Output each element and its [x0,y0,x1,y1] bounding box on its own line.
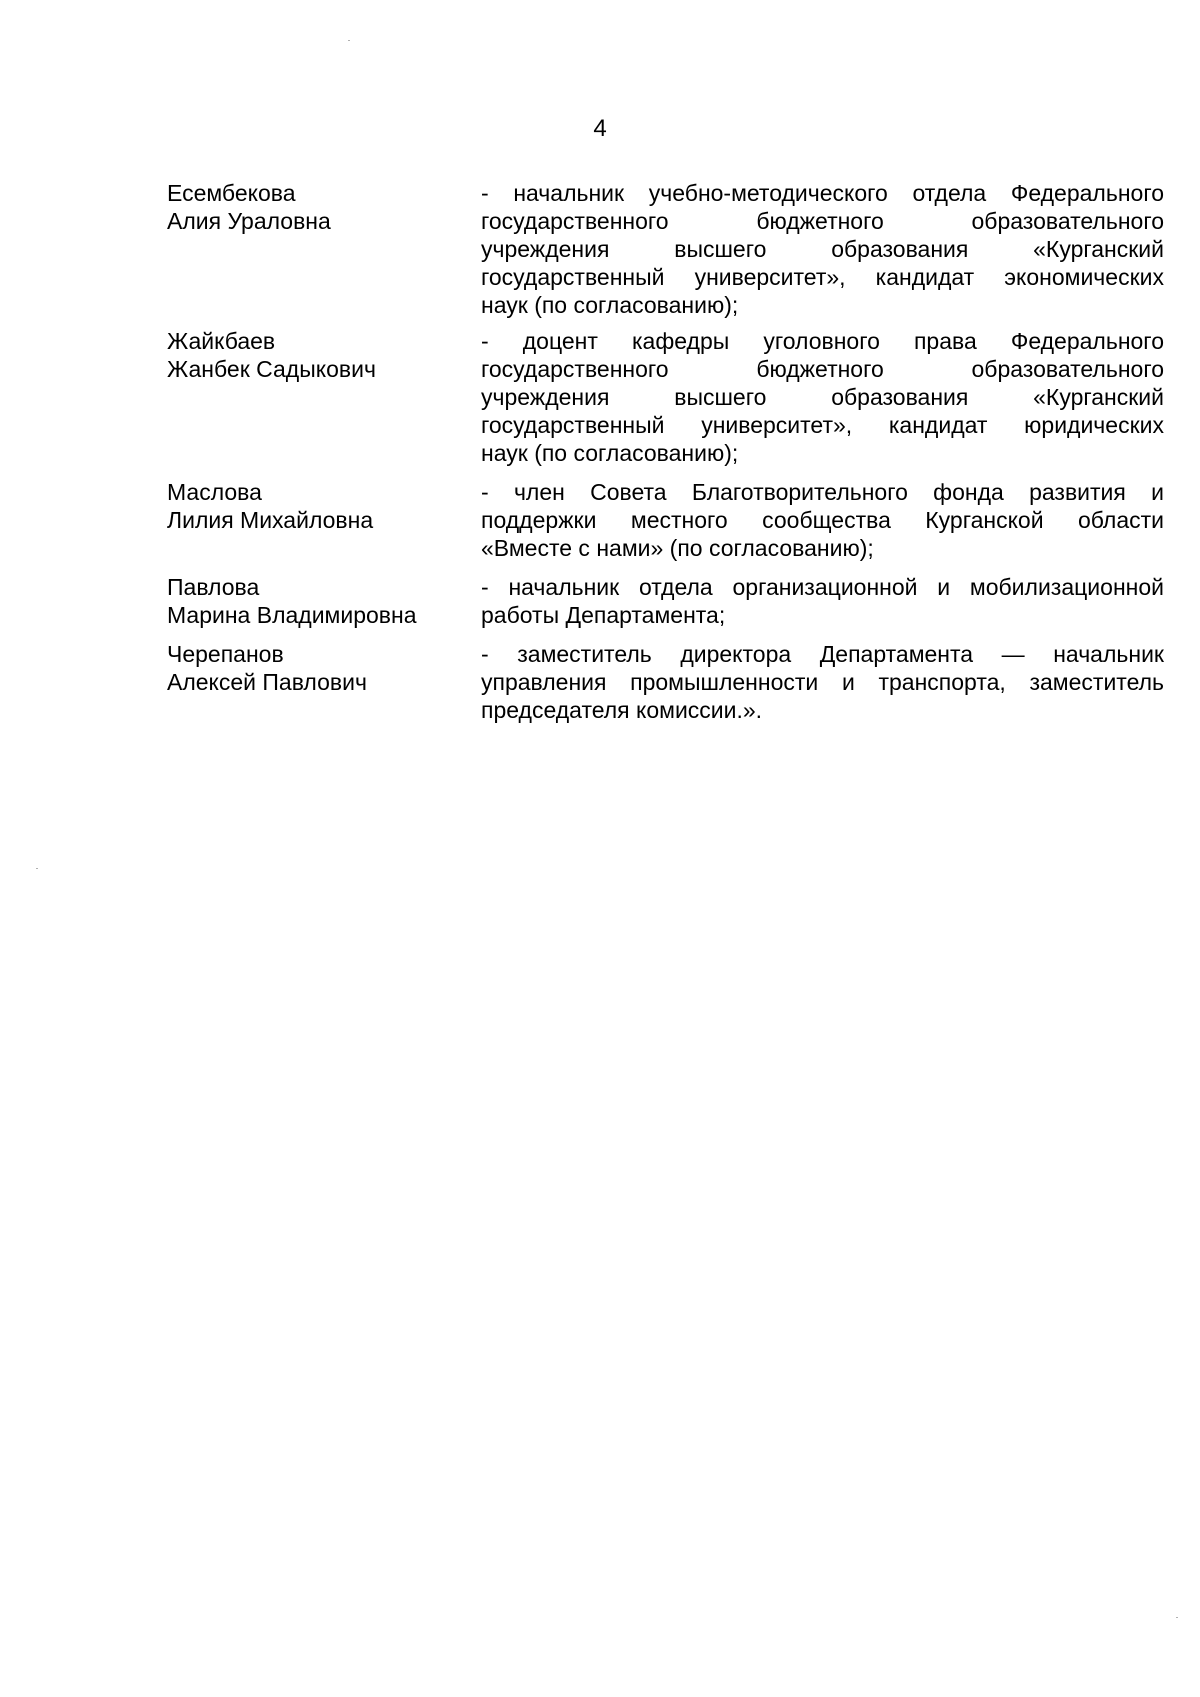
member-role [481,640,1164,724]
role-line: - доцент кафедры уголовного права Федерального [481,328,1164,354]
member-role [481,179,1164,319]
page-number: 4 [593,115,607,142]
member-entry [167,179,1164,319]
member-name [167,327,481,467]
member-list [167,179,1164,734]
role-line: поддержки местного сообщества Курганской области [481,507,1164,533]
scan-speck [348,40,350,41]
role-line: - начальник отдела организационной и мобилизационной [481,574,1164,600]
role-line: работы Департамента; [481,602,726,628]
member-entry [167,640,1164,724]
role-line: - заместитель директора Департамента — начальник [481,641,1164,667]
member-name [167,573,481,629]
member-surname: Маслова [167,479,262,505]
role-line: государственного бюджетного образовательного [481,208,1164,234]
member-surname: Павлова [167,574,260,600]
role-line: государственного бюджетного образовательного [481,356,1164,382]
member-given-names: Алексей Павлович [167,669,367,695]
member-surname: Есембекова [167,180,296,206]
role-line: - член Совета Благотворительного фонда развития и [481,479,1164,505]
role-line: председателя комиссии.». [481,697,763,723]
member-role [481,573,1164,629]
role-line: государственный университет», кандидат экономических [481,264,1164,290]
member-name [167,478,481,562]
member-surname: Жайкбаев [167,328,276,354]
member-name [167,640,481,724]
member-given-names: Алия Ураловна [167,208,331,234]
role-line: учреждения высшего образования «Курганский [481,236,1164,262]
member-entry [167,327,1164,467]
member-given-names: Жанбек Садыкович [167,356,376,382]
role-line: «Вместе с нами» (по согласованию); [481,535,874,561]
role-line: наук (по согласованию); [481,292,739,318]
role-line: управления промышленности и транспорта, заместитель [481,669,1164,695]
member-entry [167,573,1164,629]
role-line: государственный университет», кандидат юридических [481,412,1164,438]
member-name [167,179,481,319]
role-line: - начальник учебно-методического отдела Федерального [481,180,1164,206]
member-surname: Черепанов [167,641,284,667]
role-line: учреждения высшего образования «Курганский [481,384,1164,410]
role-line: наук (по согласованию); [481,440,739,466]
scan-speck [36,868,38,869]
member-role [481,327,1164,467]
scan-speck [1176,1617,1178,1618]
member-given-names: Лилия Михайловна [167,507,374,533]
member-role [481,478,1164,562]
member-given-names: Марина Владимировна [167,602,417,628]
member-entry [167,478,1164,562]
